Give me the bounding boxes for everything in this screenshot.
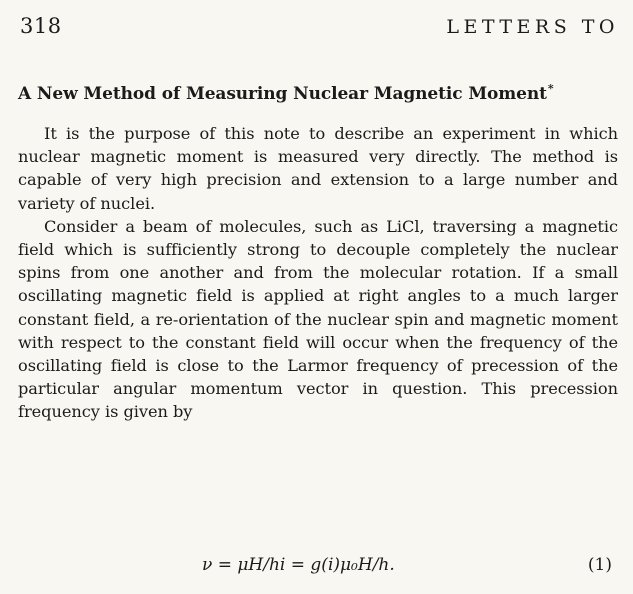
footnote-mark: * — [547, 82, 554, 96]
paragraph-intro: It is the purpose of this note to describe an experiment in which nuclear magnetic moment is measured very directly. The method is capable of very high precision and extension to a large number and variety of nuclei. — [18, 124, 618, 213]
article-title — [18, 84, 623, 104]
equation-1 — [20, 555, 612, 581]
article-title-text: A New Method of Measuring Nuclear Magnetic Moment — [18, 84, 547, 104]
page-number: 318 — [20, 14, 62, 38]
paragraph-method: Consider a beam of molecules, such as LiCl, traversing a magnetic field which is sufficiently strong to decouple completely the nuclear spins from one another and from the molecular rotation. If a small oscillating magnetic field is applied at right angles to a much larger constant field, a re-orientation of the nuclear spin and magnetic moment with respect to the constant field will occur when the frequency of the oscillating field is close to the Larmor frequency of precession of the particular angular momentum vector in question. This precession frequency is given by — [18, 216, 618, 422]
article-body — [18, 122, 618, 424]
equation-formula: ν = μH/hi = g(i)μ₀H/h. — [202, 555, 395, 575]
running-head: LETTERS TO — [446, 16, 619, 38]
equation-number: (1) — [587, 555, 612, 575]
